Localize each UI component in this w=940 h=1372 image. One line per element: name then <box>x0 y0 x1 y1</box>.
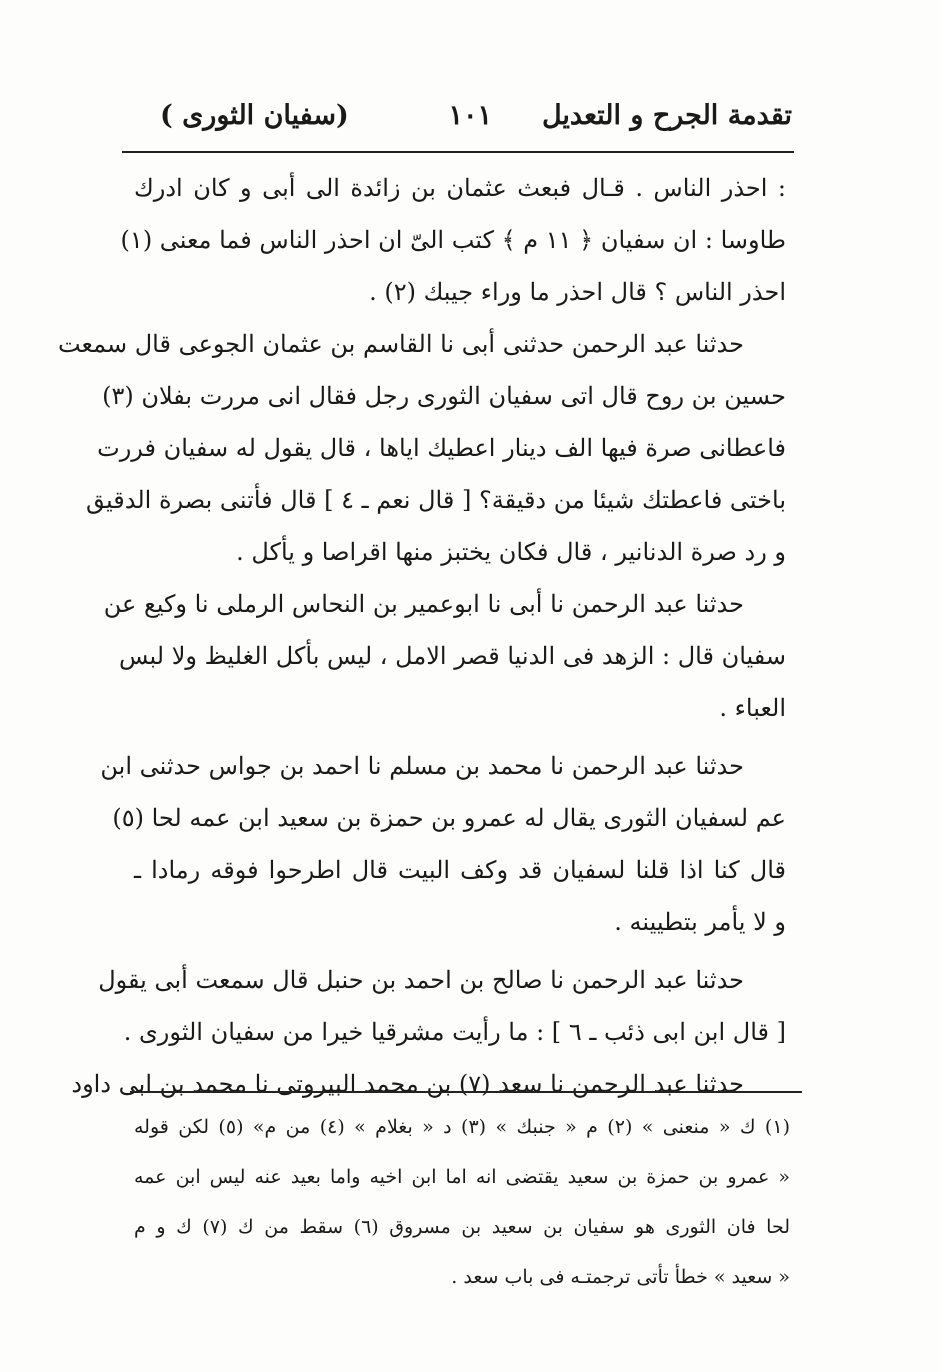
text-line: و رد صرة الدنانير ، قال فكان يختبز منها اقراصا و يأكل . <box>236 538 786 566</box>
text-line: قال كنا اذا قلنا لسفيان قد وكف البيت قال اطرحوا فوقه رمادا ـ <box>134 856 786 884</box>
text-line: العباء . <box>719 694 786 722</box>
footnote-line: (١) ك « منعنى » (٢) م « جنبك » (٣) د « بغلام » (٤) من م» (٥) لكن قوله <box>134 1116 790 1138</box>
text-line: حدثنا عبد الرحمن نا محمد بن مسلم نا احمد بن جواس حدثنى ابن <box>100 752 744 780</box>
header-divider <box>122 151 794 153</box>
running-header <box>122 92 792 148</box>
text-line: حدثنا عبد الرحمن نا صالح بن احمد بن حنبل قال سمعت أبى يقول <box>98 966 744 994</box>
text-line: حدثنا عبد الرحمن نا أبى نا ابوعمير بن النحاس الرملى نا وكيع عن <box>103 590 744 618</box>
text-line: احذر الناس ؟ قال احذر ما وراء جيبك (٢) . <box>369 278 786 306</box>
footnotes <box>134 1102 790 1302</box>
text-line: عم لسفيان الثورى يقال له عمرو بن حمزة بن سعيد ابن عمه لحا (٥) <box>112 804 786 832</box>
footnote-line: « سعيد » خطأ تأتى ترجمتـه فى باب سعد . <box>451 1266 790 1288</box>
footnote-line: « عمرو بن حمزة بن سعيد يقتضى انه اما ابن اخيه واما بعيد عنه ليس ابن عمه <box>134 1166 790 1188</box>
text-line: و لا يأمر بتطيينه . <box>614 908 786 936</box>
text-line: : احذر الناس . قـال فبعث عثمان بن زائدة الى أبى و كان ادرك <box>134 174 786 202</box>
text-line: سفيان قال : الزهد فى الدنيا قصر الامل ، ليس بأكل الغليظ ولا لبس <box>118 642 786 670</box>
footnote-line: لحا فان الثورى هو سفيان بن سعيد بن مسروق (٦) سقط من ك (٧) ك و م <box>134 1216 790 1238</box>
footnote-divider <box>130 1091 802 1093</box>
book-title: تقدمة الجرح و التعديل <box>541 100 792 131</box>
text-line: طاوسا : ان سفيان ﴿ ١١ م ﴾ كتب الىّ ان احذر الناس فما معنى (١) <box>120 226 786 254</box>
text-line: حدثنا عبد الرحمن نا سعد (٧) بن محمد البيروتى نا محمد بن ابى داود <box>71 1070 744 1098</box>
text-line: [ قال ابن ابى ذئب ـ ٦ ] : ما رأيت مشرقيا خيرا من سفيان الثورى . <box>123 1018 786 1046</box>
text-line: حدثنا عبد الرحمن حدثنى أبى نا القاسم بن عثمان الجوعى قال سمعت <box>57 330 744 358</box>
text-line: باختى فاعطتك شيئا من دقيقة؟ [ قال نعم ـ ٤ ] قال فأتنى بصرة الدقيق <box>86 486 786 514</box>
text-line: فاعطانى صرة فيها الف دينار اعطيك اياها ، قال يقول له سفيان فررت <box>97 434 786 462</box>
main-text <box>57 162 786 1110</box>
section-title: (سفيان الثورى ) <box>160 100 349 131</box>
page-number: ١٠١ <box>448 100 492 131</box>
text-line: حسين بن روح قال اتى سفيان الثورى رجل فقال انى مررت بفلان (٣) <box>102 382 786 410</box>
